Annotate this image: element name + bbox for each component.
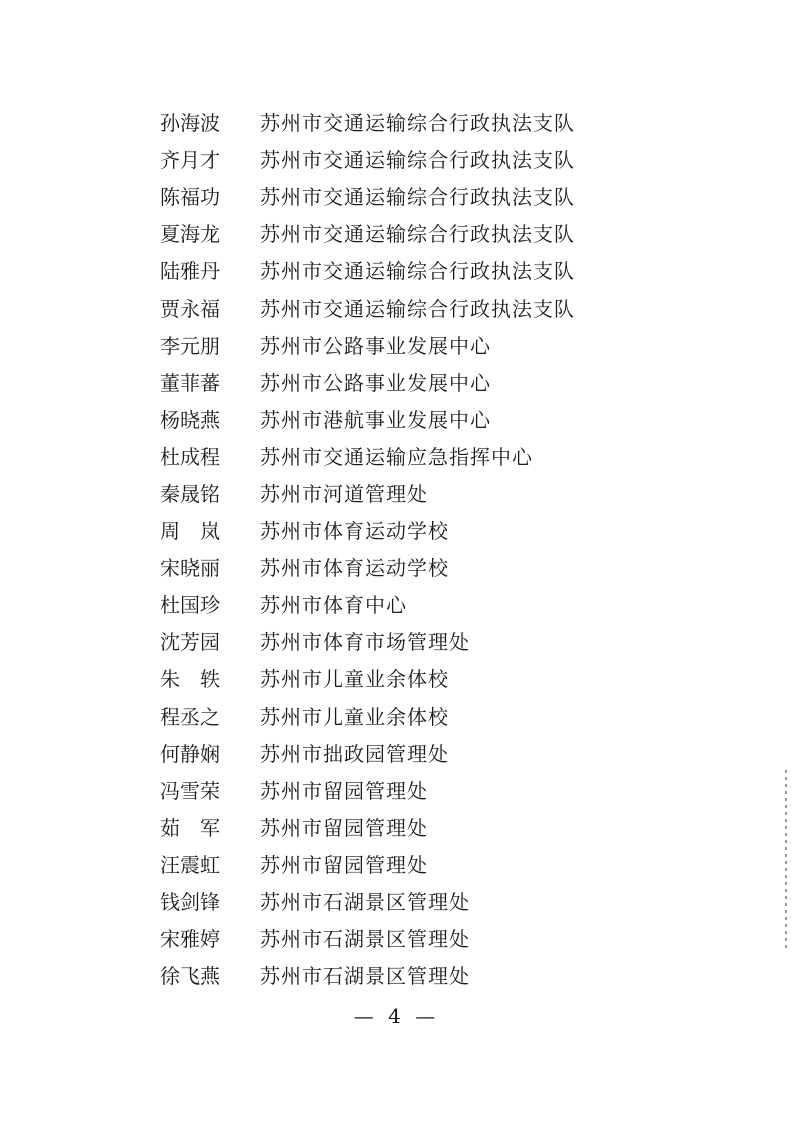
person-name: 孙海波 [160, 111, 220, 136]
work-unit: 苏州市拙政园管理处 [260, 741, 449, 766]
person-name: 贾永福 [160, 296, 220, 321]
scan-edge-mark [785, 770, 787, 950]
list-item [160, 400, 720, 437]
list-item [160, 808, 720, 845]
work-unit: 苏州市交通运输综合行政执法支队 [260, 111, 575, 136]
work-unit: 苏州市体育市场管理处 [260, 630, 470, 655]
list-item [160, 771, 720, 808]
work-unit: 苏州市公路事业发展中心 [260, 370, 491, 395]
person-name: 杜成程 [160, 444, 220, 469]
list-item [160, 474, 720, 511]
work-unit: 苏州市交通运输综合行政执法支队 [260, 222, 575, 247]
list-item [160, 919, 720, 956]
work-unit: 苏州市留园管理处 [260, 815, 428, 840]
work-unit: 苏州市体育中心 [260, 593, 407, 618]
list-item [160, 585, 720, 622]
person-name: 董菲蕃 [160, 370, 220, 395]
list-item [160, 177, 720, 214]
list-item [160, 548, 720, 585]
list-item [160, 659, 720, 696]
list-item [160, 845, 720, 882]
person-name: 茹 军 [160, 815, 220, 840]
person-name: 李元朋 [160, 333, 220, 358]
work-unit: 苏州市交通运输综合行政执法支队 [260, 148, 575, 173]
list-item [160, 363, 720, 400]
list-item [160, 251, 720, 288]
work-unit: 苏州市交通运输应急指挥中心 [260, 444, 533, 469]
work-unit: 苏州市交通运输综合行政执法支队 [260, 185, 575, 210]
person-name: 夏海龙 [160, 222, 220, 247]
list-item [160, 622, 720, 659]
person-name: 宋雅婷 [160, 927, 220, 952]
work-unit: 苏州市石湖景区管理处 [260, 890, 470, 915]
person-name: 齐月才 [160, 148, 220, 173]
person-name: 陆雅丹 [160, 259, 220, 284]
person-name: 汪震虹 [160, 852, 220, 877]
person-name: 杨晓燕 [160, 407, 220, 432]
work-unit: 苏州市交通运输综合行政执法支队 [260, 259, 575, 284]
list-item [160, 214, 720, 251]
person-name: 朱 轶 [160, 667, 220, 692]
list-item [160, 437, 720, 474]
list-item [160, 511, 720, 548]
person-name: 杜国珍 [160, 593, 220, 618]
work-unit: 苏州市河道管理处 [260, 481, 428, 506]
list-item [160, 103, 720, 140]
work-unit: 苏州市留园管理处 [260, 778, 428, 803]
person-name: 钱剑锋 [160, 890, 220, 915]
person-name: 冯雪荣 [160, 778, 220, 803]
list-item [160, 734, 720, 771]
name-list [160, 103, 720, 993]
list-item [160, 697, 720, 734]
list-item [160, 326, 720, 363]
list-item [160, 956, 720, 993]
work-unit: 苏州市儿童业余体校 [260, 667, 449, 692]
work-unit: 苏州市公路事业发展中心 [260, 333, 491, 358]
page-number: — 4 — [353, 1004, 440, 1028]
work-unit: 苏州市石湖景区管理处 [260, 927, 470, 952]
work-unit: 苏州市儿童业余体校 [260, 704, 449, 729]
person-name: 沈芳园 [160, 630, 220, 655]
work-unit: 苏州市交通运输综合行政执法支队 [260, 296, 575, 321]
person-name: 徐飞燕 [160, 964, 220, 989]
person-name: 陈福功 [160, 185, 220, 210]
person-name: 秦晟铭 [160, 481, 220, 506]
person-name: 宋晓丽 [160, 556, 220, 581]
person-name: 程丞之 [160, 704, 220, 729]
work-unit: 苏州市石湖景区管理处 [260, 964, 470, 989]
work-unit: 苏州市体育运动学校 [260, 556, 449, 581]
person-name: 何静娴 [160, 741, 220, 766]
person-name: 周 岚 [160, 519, 220, 544]
list-item [160, 288, 720, 325]
work-unit: 苏州市体育运动学校 [260, 519, 449, 544]
work-unit: 苏州市留园管理处 [260, 852, 428, 877]
list-item [160, 882, 720, 919]
work-unit: 苏州市港航事业发展中心 [260, 407, 491, 432]
list-item [160, 140, 720, 177]
